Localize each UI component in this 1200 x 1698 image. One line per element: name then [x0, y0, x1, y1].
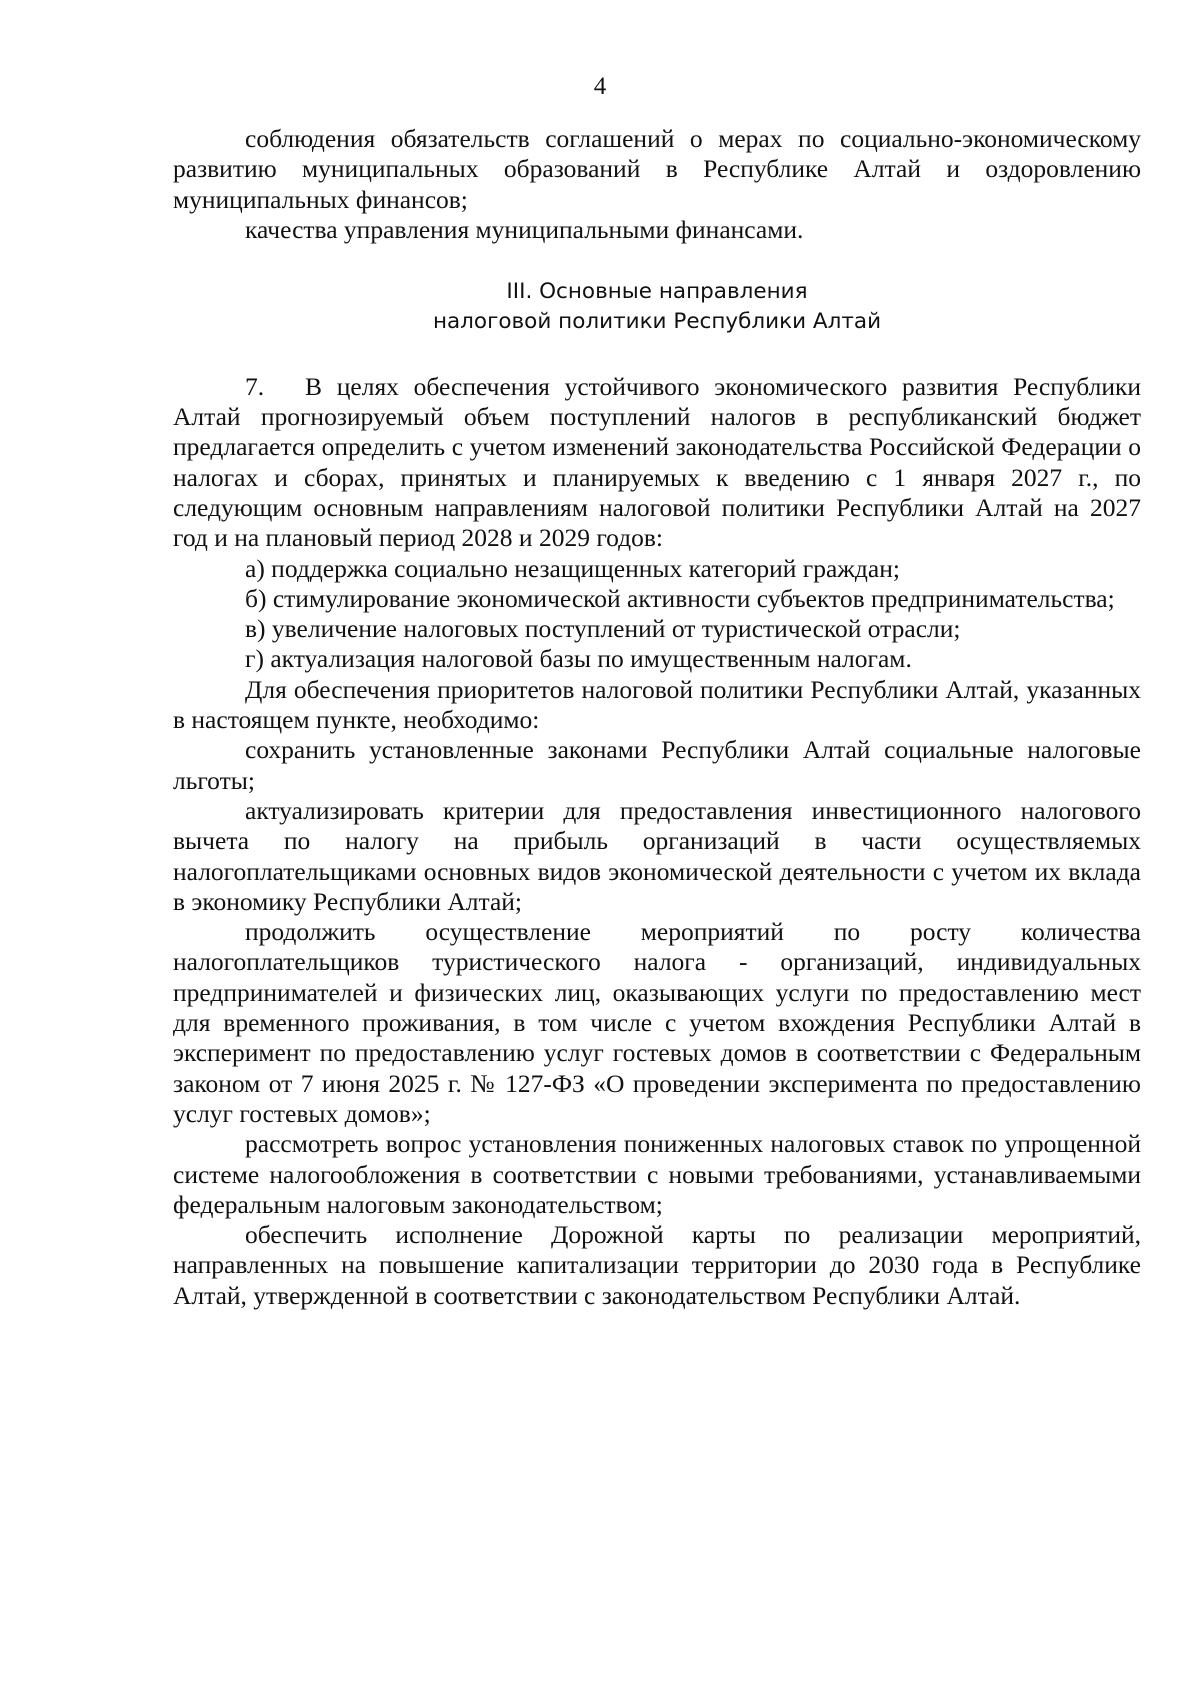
direction-item: г) актуализация налоговой базы по имущественным налогам. [245, 644, 912, 674]
measure-item: актуализировать критерии для предоставления инвестиционного налогового вычета по налогу на прибыль организаций в части осуществляемых налогоплательщиками основных видов экономической деятельности с учетом их вклада в экономику Республики Алтай; [173, 795, 1141, 916]
direction-item: б) стимулирование экономической активности субъектов предпринимательства; [245, 583, 1115, 613]
item-number: 7. [245, 371, 265, 401]
measure-item: обеспечить исполнение Дорожной карты по реализации мероприятий, направленных на повышение капитализации территории до 2030 года в Республике Алтай, утвержденной в соответствии с законодательством Республики Алтай. [173, 1220, 1141, 1310]
section-heading [173, 277, 1141, 338]
item-7-text: В целях обеспечения устойчивого экономического развития Республики Алтай прогнозируемый объем поступлений налогов в республиканский бюджет предлагается определить с учетом изменений законодательства Российской Федерации о налогах и сборах, принятых и планируемых к введению с 1 января 2027 г., по следующим основным направлениям налоговой политики Республики Алтай на 2027 год и на плановый период 2028 и 2029 годов: [173, 371, 1141, 553]
measures-intro: Для обеспечения приоритетов налоговой политики Республики Алтай, указанных в настоящем пункте, необходимо: [173, 674, 1141, 735]
section-heading-line1: III. Основные направления [506, 279, 808, 305]
document-body [173, 124, 1141, 1311]
page-number: 4 [593, 73, 607, 100]
direction-item: а) поддержка социально незащищенных категорий граждан; [245, 553, 900, 583]
item-7-paragraph [173, 372, 1141, 554]
measure-item: рассмотреть вопрос установления пониженных налоговых ставок по упрощенной системе налогообложения в соответствии с новыми требованиями, устанавливаемыми федеральным налоговым законодательством; [173, 1129, 1141, 1219]
direction-item: в) увеличение налоговых поступлений от туристической отрасли; [245, 614, 961, 644]
measure-item: продолжить осуществление мероприятий по росту количества налогоплательщиков туристического налога - организаций, индивидуальных предпринимателей и физических лиц, оказывающих услуги по предоставлению мест для временного проживания, в том числе с учетом вхождения Республики Алтай в эксперимент по предоставлению услуг гостевых домов в соответствии с Федеральным законом от 7 июня 2025 г. № 127-ФЗ «О проведении эксперимента по предоставлению услуг гостевых домов»; [173, 917, 1141, 1128]
paragraph-obligations: соблюдения обязательств соглашений о мерах по социально-экономическому развитию муниципальных образований в Республике Алтай и оздоровлению муниципальных финансов; [173, 124, 1141, 214]
paragraph-quality: качества управления муниципальными финансами. [245, 214, 804, 244]
section-heading-line2: налоговой политики Республики Алтай [432, 309, 882, 335]
measure-item: сохранить установленные законами Республики Алтай социальные налоговые льготы; [173, 735, 1141, 795]
